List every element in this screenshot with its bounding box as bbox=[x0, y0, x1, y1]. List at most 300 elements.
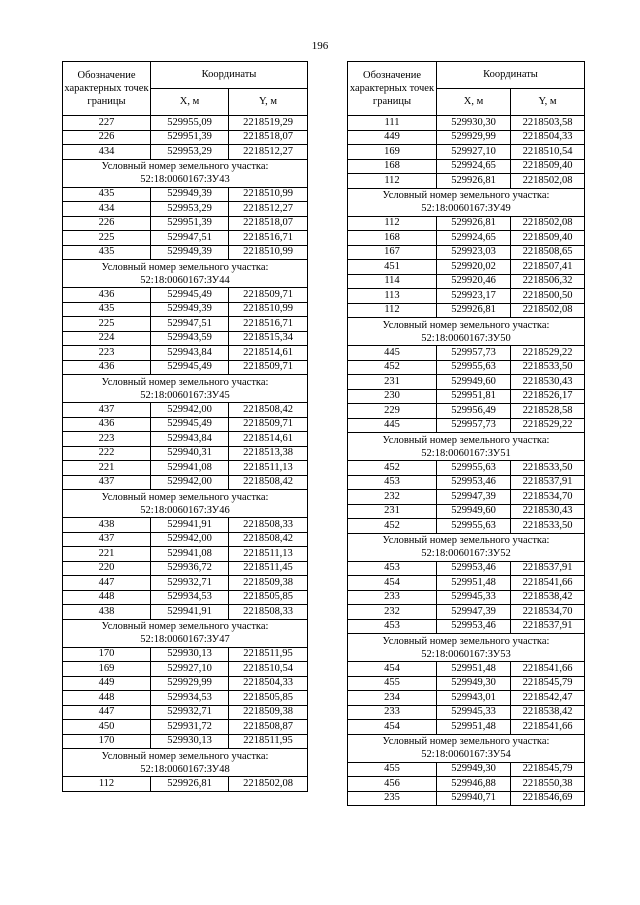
y-coordinate-cell: 2218518,07 bbox=[229, 216, 308, 231]
x-coordinate-cell: 529953,46 bbox=[437, 561, 511, 576]
x-coordinate-cell: 529940,71 bbox=[437, 791, 511, 806]
parcel-cadastral-number: 52:18:0060167:ЗУ48 bbox=[140, 763, 230, 775]
y-coordinate-cell: 2218529,22 bbox=[511, 346, 585, 361]
point-number-cell: 454 bbox=[348, 576, 437, 591]
table-row bbox=[63, 216, 308, 231]
table-row bbox=[63, 561, 308, 576]
point-number-cell: 230 bbox=[348, 389, 437, 404]
x-coordinate-cell: 529957,73 bbox=[437, 418, 511, 433]
y-coordinate-cell: 2218516,71 bbox=[229, 317, 308, 332]
y-coordinate-cell: 2218512,27 bbox=[229, 145, 308, 160]
parcel-section-label: Условный номер земельного участка: bbox=[101, 261, 269, 273]
table-row bbox=[63, 590, 308, 605]
point-number-cell: 232 bbox=[348, 490, 437, 505]
header-coordinates: Координаты bbox=[151, 62, 308, 89]
point-number-cell: 112 bbox=[348, 216, 437, 231]
parcel-section-label: Условный номер земельного участка: bbox=[101, 161, 269, 172]
x-coordinate-cell: 529929,99 bbox=[437, 130, 511, 145]
point-number-cell: 434 bbox=[63, 145, 151, 160]
point-number-cell: 170 bbox=[63, 734, 151, 749]
table-row bbox=[348, 605, 585, 620]
table-row bbox=[348, 590, 585, 605]
table-row bbox=[63, 302, 308, 317]
table-row bbox=[348, 389, 585, 404]
table-row bbox=[63, 532, 308, 547]
x-coordinate-cell: 529951,81 bbox=[437, 389, 511, 404]
parcel-section-title bbox=[63, 490, 308, 518]
table-row bbox=[63, 346, 308, 361]
table-row bbox=[348, 260, 585, 275]
y-coordinate-cell: 2218509,38 bbox=[229, 705, 308, 720]
x-coordinate-cell: 529951,48 bbox=[437, 720, 511, 735]
parcel-section-header bbox=[63, 159, 308, 187]
point-number-cell: 449 bbox=[63, 676, 151, 691]
point-number-cell: 452 bbox=[348, 519, 437, 534]
y-coordinate-cell: 2218504,33 bbox=[511, 130, 585, 145]
y-coordinate-cell: 2218510,99 bbox=[229, 302, 308, 317]
y-coordinate-cell: 2218509,40 bbox=[511, 159, 585, 174]
x-coordinate-cell: 529953,29 bbox=[151, 145, 229, 160]
x-coordinate-cell: 529931,72 bbox=[151, 720, 229, 735]
x-coordinate-cell: 529956,49 bbox=[437, 404, 511, 419]
parcel-section-label: Условный номер земельного участка: bbox=[101, 750, 269, 762]
x-coordinate-cell: 529951,39 bbox=[151, 130, 229, 145]
y-coordinate-cell: 2218541,66 bbox=[511, 576, 585, 591]
parcel-section-header bbox=[348, 318, 585, 346]
point-number-cell: 229 bbox=[348, 404, 437, 419]
parcel-section-title bbox=[63, 375, 308, 403]
x-coordinate-cell: 529955,63 bbox=[437, 519, 511, 534]
x-coordinate-cell: 529949,39 bbox=[151, 187, 229, 202]
y-coordinate-cell: 2218545,79 bbox=[511, 676, 585, 691]
parcel-section-title bbox=[348, 634, 585, 662]
x-coordinate-cell: 529943,84 bbox=[151, 346, 229, 361]
point-number-cell: 223 bbox=[63, 432, 151, 447]
y-coordinate-cell: 2218538,42 bbox=[511, 705, 585, 720]
parcel-section-title bbox=[63, 260, 308, 288]
x-coordinate-cell: 529951,39 bbox=[151, 216, 229, 231]
point-number-cell: 232 bbox=[348, 605, 437, 620]
x-coordinate-cell: 529942,00 bbox=[151, 475, 229, 490]
table-row bbox=[348, 145, 585, 160]
point-number-cell: 434 bbox=[63, 202, 151, 217]
table-row bbox=[348, 404, 585, 419]
coordinates-table-right bbox=[347, 61, 585, 806]
table-row bbox=[348, 274, 585, 289]
x-coordinate-cell: 529929,99 bbox=[151, 676, 229, 691]
parcel-section-title bbox=[348, 318, 585, 346]
parcel-cadastral-number: 52:18:0060167:ЗУ43 bbox=[140, 174, 230, 185]
x-coordinate-cell: 529930,13 bbox=[151, 647, 229, 662]
y-coordinate-cell: 2218508,42 bbox=[229, 403, 308, 418]
x-coordinate-cell: 529941,08 bbox=[151, 461, 229, 476]
point-number-cell: 450 bbox=[63, 720, 151, 735]
table-row bbox=[348, 116, 585, 131]
x-coordinate-cell: 529927,10 bbox=[151, 662, 229, 677]
table-row bbox=[348, 662, 585, 677]
parcel-section-title bbox=[63, 159, 308, 187]
point-number-cell: 111 bbox=[348, 116, 437, 131]
header-designation: Обозначение характерных точек границы bbox=[348, 62, 437, 116]
table-row bbox=[348, 289, 585, 304]
x-coordinate-cell: 529947,51 bbox=[151, 231, 229, 246]
parcel-cadastral-number: 52:18:0060167:ЗУ49 bbox=[421, 203, 511, 214]
y-coordinate-cell: 2218533,50 bbox=[511, 461, 585, 476]
table-row bbox=[348, 360, 585, 375]
parcel-section-label: Условный номер земельного участка: bbox=[101, 376, 269, 388]
point-number-cell: 454 bbox=[348, 720, 437, 735]
table-row bbox=[63, 647, 308, 662]
table-row bbox=[348, 762, 585, 777]
x-coordinate-cell: 529920,02 bbox=[437, 260, 511, 275]
x-coordinate-cell: 529942,00 bbox=[151, 532, 229, 547]
table-row bbox=[348, 791, 585, 806]
header-x: X, м bbox=[437, 89, 511, 116]
point-number-cell: 226 bbox=[63, 130, 151, 145]
y-coordinate-cell: 2218506,32 bbox=[511, 274, 585, 289]
parcel-section-header bbox=[63, 619, 308, 647]
x-coordinate-cell: 529945,33 bbox=[437, 705, 511, 720]
table-row bbox=[348, 705, 585, 720]
y-coordinate-cell: 2218509,71 bbox=[229, 417, 308, 432]
parcel-section-label: Условный номер земельного участка: bbox=[382, 535, 550, 546]
table-row bbox=[63, 576, 308, 591]
y-coordinate-cell: 2218510,99 bbox=[229, 187, 308, 202]
point-number-cell: 437 bbox=[63, 475, 151, 490]
y-coordinate-cell: 2218510,54 bbox=[511, 145, 585, 160]
point-number-cell: 452 bbox=[348, 360, 437, 375]
x-coordinate-cell: 529930,30 bbox=[437, 116, 511, 131]
parcel-section-label: Условный номер земельного участка: bbox=[382, 434, 550, 446]
table-row bbox=[348, 561, 585, 576]
point-number-cell: 454 bbox=[348, 662, 437, 677]
parcel-section-header bbox=[348, 433, 585, 461]
x-coordinate-cell: 529934,53 bbox=[151, 691, 229, 706]
y-coordinate-cell: 2218508,42 bbox=[229, 475, 308, 490]
header-y: Y, м bbox=[511, 89, 585, 116]
x-coordinate-cell: 529941,91 bbox=[151, 518, 229, 533]
parcel-section-title bbox=[348, 734, 585, 762]
point-number-cell: 455 bbox=[348, 676, 437, 691]
point-number-cell: 445 bbox=[348, 346, 437, 361]
x-coordinate-cell: 529930,13 bbox=[151, 734, 229, 749]
table-row bbox=[348, 174, 585, 189]
y-coordinate-cell: 2218550,38 bbox=[511, 777, 585, 792]
y-coordinate-cell: 2218513,38 bbox=[229, 446, 308, 461]
x-coordinate-cell: 529943,01 bbox=[437, 691, 511, 706]
y-coordinate-cell: 2218514,61 bbox=[229, 432, 308, 447]
x-coordinate-cell: 529926,81 bbox=[437, 303, 511, 318]
point-number-cell: 112 bbox=[348, 174, 437, 189]
y-coordinate-cell: 2218511,45 bbox=[229, 561, 308, 576]
point-number-cell: 168 bbox=[348, 231, 437, 246]
table-row bbox=[63, 231, 308, 246]
point-number-cell: 437 bbox=[63, 532, 151, 547]
table-row bbox=[348, 619, 585, 634]
x-coordinate-cell: 529946,88 bbox=[437, 777, 511, 792]
table-row bbox=[63, 417, 308, 432]
y-coordinate-cell: 2218511,95 bbox=[229, 734, 308, 749]
point-number-cell: 112 bbox=[348, 303, 437, 318]
table-row bbox=[63, 475, 308, 490]
x-coordinate-cell: 529934,53 bbox=[151, 590, 229, 605]
point-number-cell: 447 bbox=[63, 576, 151, 591]
point-number-cell: 222 bbox=[63, 446, 151, 461]
point-number-cell: 436 bbox=[63, 417, 151, 432]
point-number-cell: 449 bbox=[348, 130, 437, 145]
parcel-cadastral-number: 52:18:0060167:ЗУ52 bbox=[421, 548, 511, 559]
y-coordinate-cell: 2218502,08 bbox=[229, 777, 308, 792]
point-number-cell: 221 bbox=[63, 547, 151, 562]
table-row bbox=[63, 461, 308, 476]
x-coordinate-cell: 529949,60 bbox=[437, 375, 511, 390]
point-number-cell: 234 bbox=[348, 691, 437, 706]
y-coordinate-cell: 2218537,91 bbox=[511, 561, 585, 576]
x-coordinate-cell: 529923,17 bbox=[437, 289, 511, 304]
point-number-cell: 169 bbox=[63, 662, 151, 677]
parcel-section-label: Условный номер земельного участка: bbox=[382, 190, 550, 201]
y-coordinate-cell: 2218530,43 bbox=[511, 375, 585, 390]
parcel-section-label: Условный номер земельного участка: bbox=[382, 319, 550, 331]
y-coordinate-cell: 2218526,17 bbox=[511, 389, 585, 404]
y-coordinate-cell: 2218514,61 bbox=[229, 346, 308, 361]
table-row bbox=[63, 705, 308, 720]
table-row bbox=[348, 303, 585, 318]
point-number-cell: 435 bbox=[63, 187, 151, 202]
y-coordinate-cell: 2218516,71 bbox=[229, 231, 308, 246]
x-coordinate-cell: 529943,59 bbox=[151, 331, 229, 346]
table-row bbox=[63, 360, 308, 375]
y-coordinate-cell: 2218533,50 bbox=[511, 360, 585, 375]
point-number-cell: 169 bbox=[348, 145, 437, 160]
parcel-cadastral-number: 52:18:0060167:ЗУ47 bbox=[140, 634, 230, 645]
parcel-cadastral-number: 52:18:0060167:ЗУ53 bbox=[421, 648, 511, 660]
y-coordinate-cell: 2218515,34 bbox=[229, 331, 308, 346]
x-coordinate-cell: 529955,09 bbox=[151, 116, 229, 131]
table-row bbox=[348, 375, 585, 390]
x-coordinate-cell: 529927,10 bbox=[437, 145, 511, 160]
point-number-cell: 233 bbox=[348, 705, 437, 720]
parcel-cadastral-number: 52:18:0060167:ЗУ51 bbox=[421, 447, 511, 459]
point-number-cell: 227 bbox=[63, 116, 151, 131]
x-coordinate-cell: 529949,30 bbox=[437, 676, 511, 691]
parcel-cadastral-number: 52:18:0060167:ЗУ50 bbox=[421, 332, 511, 344]
point-number-cell: 438 bbox=[63, 605, 151, 620]
table-row bbox=[63, 187, 308, 202]
parcel-section-label: Условный номер земельного участка: bbox=[382, 736, 550, 747]
point-number-cell: 455 bbox=[348, 762, 437, 777]
table-row bbox=[63, 403, 308, 418]
page-number: 196 bbox=[311, 40, 329, 52]
point-number-cell: 231 bbox=[348, 504, 437, 519]
point-number-cell: 225 bbox=[63, 317, 151, 332]
y-coordinate-cell: 2218502,08 bbox=[511, 174, 585, 189]
parcel-section-header bbox=[63, 260, 308, 288]
table-row bbox=[348, 159, 585, 174]
header-coordinates: Координаты bbox=[437, 62, 585, 89]
parcel-section-header bbox=[348, 634, 585, 662]
table-row bbox=[348, 691, 585, 706]
table-row bbox=[63, 331, 308, 346]
x-coordinate-cell: 529942,00 bbox=[151, 403, 229, 418]
point-number-cell: 224 bbox=[63, 331, 151, 346]
y-coordinate-cell: 2218541,66 bbox=[511, 662, 585, 677]
parcel-cadastral-number: 52:18:0060167:ЗУ45 bbox=[140, 389, 230, 401]
x-coordinate-cell: 529953,29 bbox=[151, 202, 229, 217]
x-coordinate-cell: 529951,48 bbox=[437, 576, 511, 591]
x-coordinate-cell: 529924,65 bbox=[437, 159, 511, 174]
x-coordinate-cell: 529945,49 bbox=[151, 360, 229, 375]
y-coordinate-cell: 2218537,91 bbox=[511, 475, 585, 490]
table-row bbox=[63, 691, 308, 706]
table-row bbox=[348, 504, 585, 519]
parcel-section-label: Условный номер земельного участка: bbox=[101, 621, 269, 632]
point-number-cell: 452 bbox=[348, 461, 437, 476]
table-row bbox=[348, 418, 585, 433]
header-x: X, м bbox=[151, 89, 229, 116]
x-coordinate-cell: 529951,48 bbox=[437, 662, 511, 677]
table-row bbox=[348, 490, 585, 505]
parcel-section-title bbox=[63, 619, 308, 647]
y-coordinate-cell: 2218511,13 bbox=[229, 461, 308, 476]
point-number-cell: 235 bbox=[348, 791, 437, 806]
y-coordinate-cell: 2218534,70 bbox=[511, 490, 585, 505]
table-row bbox=[63, 734, 308, 749]
table-row bbox=[63, 245, 308, 260]
point-number-cell: 223 bbox=[63, 346, 151, 361]
x-coordinate-cell: 529926,81 bbox=[151, 777, 229, 792]
point-number-cell: 221 bbox=[63, 461, 151, 476]
y-coordinate-cell: 2218504,33 bbox=[229, 676, 308, 691]
point-number-cell: 112 bbox=[63, 777, 151, 792]
table-row bbox=[63, 547, 308, 562]
point-number-cell: 435 bbox=[63, 302, 151, 317]
point-number-cell: 226 bbox=[63, 216, 151, 231]
parcel-section-title bbox=[348, 433, 585, 461]
y-coordinate-cell: 2218508,33 bbox=[229, 605, 308, 620]
table-row bbox=[63, 676, 308, 691]
point-number-cell: 436 bbox=[63, 288, 151, 303]
parcel-section-label: Условный номер земельного участка: bbox=[382, 635, 550, 647]
point-number-cell: 225 bbox=[63, 231, 151, 246]
table-row bbox=[348, 130, 585, 145]
point-number-cell: 168 bbox=[348, 159, 437, 174]
x-coordinate-cell: 529953,46 bbox=[437, 475, 511, 490]
y-coordinate-cell: 2218541,66 bbox=[511, 720, 585, 735]
x-coordinate-cell: 529945,49 bbox=[151, 288, 229, 303]
point-number-cell: 220 bbox=[63, 561, 151, 576]
x-coordinate-cell: 529949,39 bbox=[151, 302, 229, 317]
y-coordinate-cell: 2218545,79 bbox=[511, 762, 585, 777]
y-coordinate-cell: 2218534,70 bbox=[511, 605, 585, 620]
table-row bbox=[63, 145, 308, 160]
table-row bbox=[348, 216, 585, 231]
y-coordinate-cell: 2218511,95 bbox=[229, 647, 308, 662]
coordinates-table-left bbox=[62, 61, 308, 792]
x-coordinate-cell: 529940,31 bbox=[151, 446, 229, 461]
x-coordinate-cell: 529949,60 bbox=[437, 504, 511, 519]
y-coordinate-cell: 2218508,33 bbox=[229, 518, 308, 533]
parcel-section-title bbox=[348, 188, 585, 216]
x-coordinate-cell: 529920,46 bbox=[437, 274, 511, 289]
y-coordinate-cell: 2218505,85 bbox=[229, 691, 308, 706]
point-number-cell: 170 bbox=[63, 647, 151, 662]
table-row bbox=[348, 461, 585, 476]
y-coordinate-cell: 2218510,99 bbox=[229, 245, 308, 260]
x-coordinate-cell: 529943,84 bbox=[151, 432, 229, 447]
y-coordinate-cell: 2218512,27 bbox=[229, 202, 308, 217]
point-number-cell: 231 bbox=[348, 375, 437, 390]
x-coordinate-cell: 529953,46 bbox=[437, 619, 511, 634]
table-row bbox=[348, 576, 585, 591]
table-row bbox=[63, 116, 308, 131]
point-number-cell: 233 bbox=[348, 590, 437, 605]
table-row bbox=[348, 720, 585, 735]
parcel-section-header bbox=[63, 490, 308, 518]
table-row bbox=[63, 605, 308, 620]
y-coordinate-cell: 2218533,50 bbox=[511, 519, 585, 534]
parcel-section-header bbox=[63, 749, 308, 777]
y-coordinate-cell: 2218508,42 bbox=[229, 532, 308, 547]
y-coordinate-cell: 2218509,40 bbox=[511, 231, 585, 246]
table-row bbox=[63, 720, 308, 735]
table-row bbox=[63, 317, 308, 332]
x-coordinate-cell: 529947,51 bbox=[151, 317, 229, 332]
parcel-section-label: Условный номер земельного участка: bbox=[101, 491, 269, 503]
table-row bbox=[348, 676, 585, 691]
table-row bbox=[348, 346, 585, 361]
x-coordinate-cell: 529957,73 bbox=[437, 346, 511, 361]
y-coordinate-cell: 2218507,41 bbox=[511, 260, 585, 275]
table-row bbox=[63, 446, 308, 461]
point-number-cell: 448 bbox=[63, 590, 151, 605]
x-coordinate-cell: 529936,72 bbox=[151, 561, 229, 576]
y-coordinate-cell: 2218508,87 bbox=[229, 720, 308, 735]
point-number-cell: 113 bbox=[348, 289, 437, 304]
table-row bbox=[63, 777, 308, 792]
point-number-cell: 451 bbox=[348, 260, 437, 275]
y-coordinate-cell: 2218546,69 bbox=[511, 791, 585, 806]
x-coordinate-cell: 529945,49 bbox=[151, 417, 229, 432]
y-coordinate-cell: 2218510,54 bbox=[229, 662, 308, 677]
x-coordinate-cell: 529947,39 bbox=[437, 490, 511, 505]
x-coordinate-cell: 529947,39 bbox=[437, 605, 511, 620]
x-coordinate-cell: 529932,71 bbox=[151, 705, 229, 720]
parcel-cadastral-number: 52:18:0060167:ЗУ44 bbox=[140, 274, 230, 286]
point-number-cell: 438 bbox=[63, 518, 151, 533]
parcel-section-header bbox=[63, 375, 308, 403]
table-row bbox=[63, 662, 308, 677]
x-coordinate-cell: 529923,03 bbox=[437, 245, 511, 260]
x-coordinate-cell: 529949,30 bbox=[437, 762, 511, 777]
header-y: Y, м bbox=[229, 89, 308, 116]
y-coordinate-cell: 2218537,91 bbox=[511, 619, 585, 634]
y-coordinate-cell: 2218500,50 bbox=[511, 289, 585, 304]
point-number-cell: 436 bbox=[63, 360, 151, 375]
y-coordinate-cell: 2218503,58 bbox=[511, 116, 585, 131]
x-coordinate-cell: 529932,71 bbox=[151, 576, 229, 591]
y-coordinate-cell: 2218509,71 bbox=[229, 288, 308, 303]
y-coordinate-cell: 2218538,42 bbox=[511, 590, 585, 605]
y-coordinate-cell: 2218518,07 bbox=[229, 130, 308, 145]
table-row bbox=[348, 777, 585, 792]
y-coordinate-cell: 2218511,13 bbox=[229, 547, 308, 562]
point-number-cell: 453 bbox=[348, 619, 437, 634]
table-row bbox=[63, 130, 308, 145]
table-row bbox=[348, 519, 585, 534]
point-number-cell: 453 bbox=[348, 475, 437, 490]
y-coordinate-cell: 2218519,29 bbox=[229, 116, 308, 131]
